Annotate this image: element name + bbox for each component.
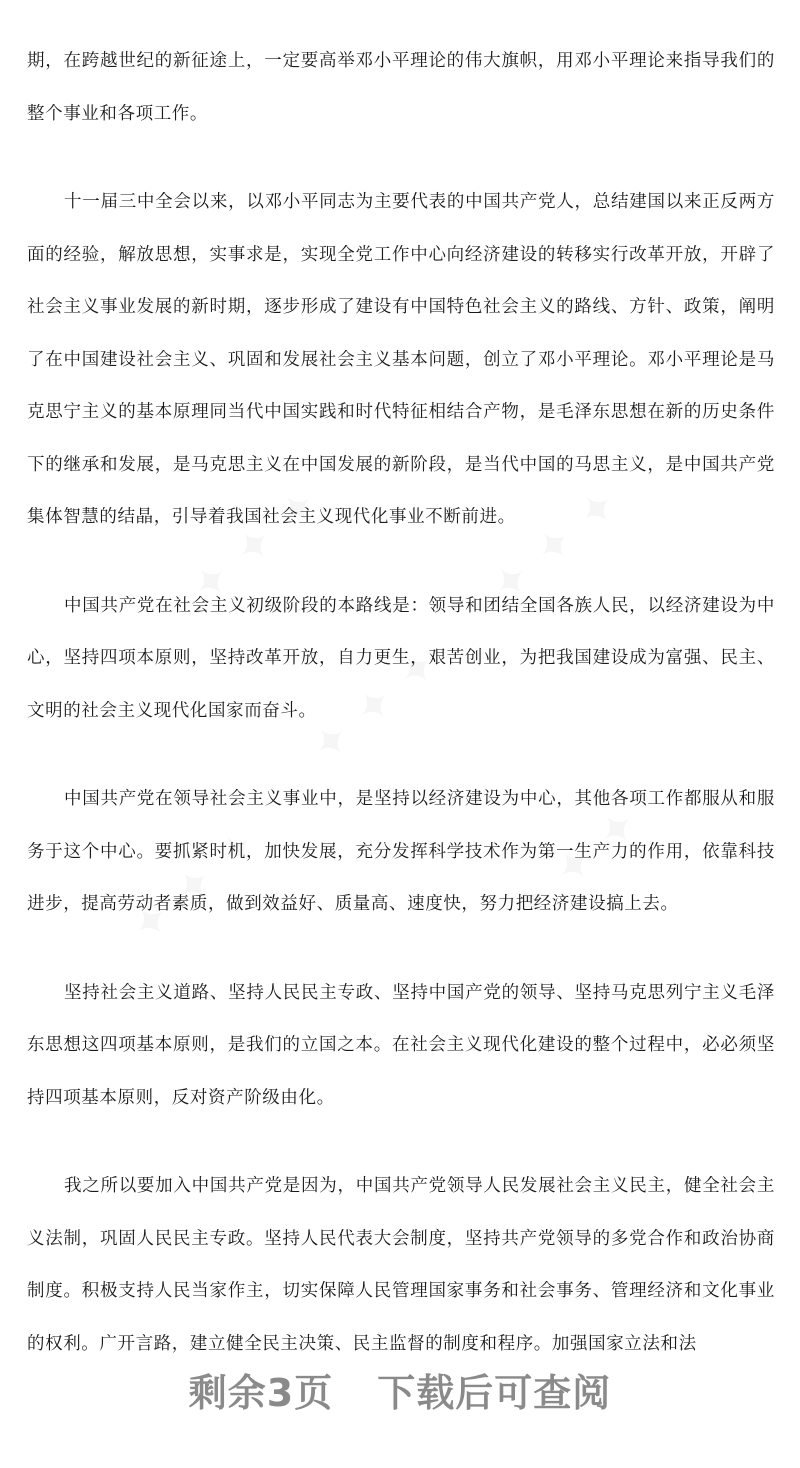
paragraph-6: 我之所以要加入中国共产党是因为，中国共产党领导人民发展社会主义民主，健全社会主义法制，巩固人民民主专政。坚持人民代表大会制度，坚持共产党领导的多党合作和政治协商制度。积极支持人民当家作主，切实保障人民管理国家事务和社会事务、管理经济和文化事业的权利。广开言路，建立健全民主决策、民主监督的制度和程序。加强国家立法和法 [27, 1176, 775, 1354]
paragraph-5: 坚持社会主义道路、坚持人民民主专政、坚持中国产党的领导、坚持马克思列宁主义毛泽东思想这四项基本原则，是我们的立国之本。在社会主义现代化建设的整个过程中，必必须坚持四项基本原则，反对资产阶级由化。 [27, 982, 775, 1108]
document-body [27, 35, 775, 1406]
paragraph-1: 期，在跨越世纪的新征途上，一定要高举邓小平理论的伟大旗帜，用邓小平理论来指导我们的整个事业和各项工作。 [27, 51, 775, 124]
paragraph-3: 中国共产党在社会主义初级阶段的本路线是：领导和团结全国各族人民，以经济建设为中心，坚持四项本原则，坚持改革开放，自力更生，艰苦创业，为把我国建设成为富强、民主、文明的社会主义现代化国家而奋斗。 [27, 595, 775, 721]
paragraph-2: 十一届三中全会以来，以邓小平同志为主要代表的中国共产党人，总结建国以来正反两方面的经验，解放思想，实事求是，实现全党工作中心向经济建设的转移实行改革开放，开辟了社会主义事业发展的新时期，逐步形成了建设有中国特色社会主义的路线、方针、政策，阐明了在中国建设社会主义、巩固和发展社会主义基本问题，创立了邓小平理论。邓小平理论是马克思宁主义的基本原理同当代中国实践和时代特征相结合产物，是毛泽东思想在新的历史条件下的继承和发展，是马克思主义在中国发展的新阶段，是当代中国的马思主义，是中国共产党集体智慧的结晶，引导着我国社会主义现代化事业不断前进。 [27, 192, 775, 527]
download-hint-label: 下载后可查阅 [377, 1371, 612, 1415]
download-banner[interactable] [0, 1362, 800, 1417]
remaining-pages-label: 剩余3页 [188, 1371, 334, 1415]
paragraph-4: 中国共产党在领导社会主义事业中，是坚持以经济建设为中心，其他各项工作都服从和服务于这个中心。要抓紧时机，加快发展，充分发挥科学技术作为第一生产力的作用，依靠科技进步，提高劳动者素质，做到效益好、质量高、速度快，努力把经济建设搞上去。 [27, 789, 775, 914]
